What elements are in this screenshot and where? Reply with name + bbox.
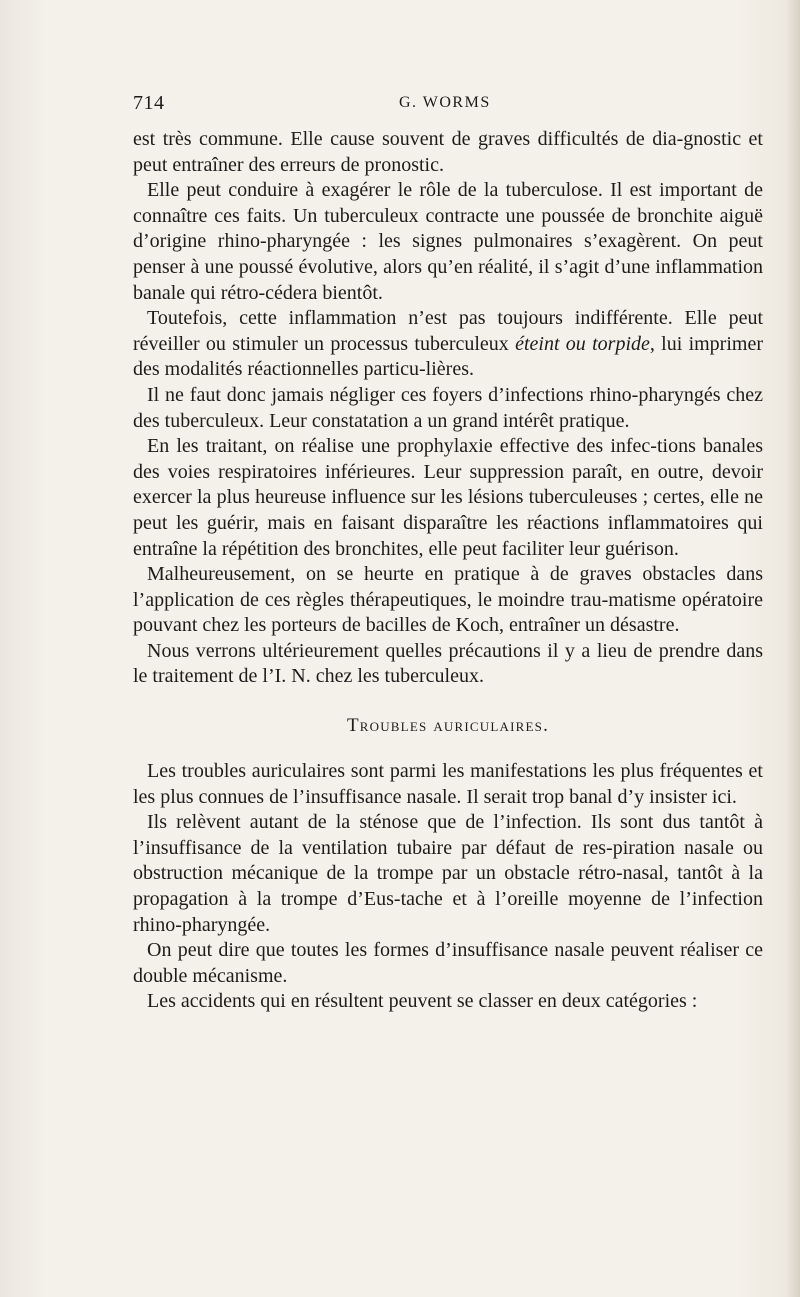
paragraph-3-text-end: , lui imprimer des modalités réactionnelles particu-lières. bbox=[133, 332, 763, 381]
body-text bbox=[133, 127, 763, 1015]
paragraph-5: En les traitant, on réalise une prophylaxie effective des infec-tions banales des voies respiratoires inférieures. Leur suppression paraît, en outre, devoir exercer la plus heureuse influence sur les lésions tuberculeuses ; certes, elle ne peut les guérir, mais en faisant disparaître les réactions inflammatoires qui entraîne la répétition des bronchites, elle peut faciliter leur guérison. bbox=[133, 435, 763, 560]
page-header bbox=[133, 92, 763, 118]
paragraph-6: Malheureusement, on se heurte en pratique à de graves obstacles dans l’application de ces règles thérapeutiques, le moindre trau-matisme opératoire pouvant chez les porteurs de bacilles de Koch, entraîner un désastre. bbox=[133, 563, 763, 637]
paragraph-3-italic: éteint ou torpide bbox=[515, 332, 650, 355]
paragraph-7: Nous verrons ultérieurement quelles précautions il y a lieu de prendre dans le traitement de l’I. N. chez les tuberculeux. bbox=[133, 639, 763, 688]
paragraph-11: Les accidents qui en résultent peuvent se classer en deux catégories : bbox=[147, 990, 698, 1013]
running-head: G. WORMS bbox=[399, 94, 491, 111]
section-title bbox=[133, 714, 763, 738]
paragraph-4: Il ne faut donc jamais négliger ces foyers d’infections rhino-pharyngés chez des tuberculeux. Leur constatation a un grand intérêt pratique. bbox=[133, 383, 763, 432]
paragraph-9: Ils relèvent autant de la sténose que de l’infection. Ils sont dus tantôt à l’insuffisance de la ventilation tubaire par défaut de res-piration nasale ou obstruction mécanique de la trompe par un obstacle rétro-nasal, tantôt à la propagation à la trompe d’Eus-tache et à l’oreille moyenne de l’infection rhino-pharyngée. bbox=[133, 811, 763, 936]
paragraph-1: est très commune. Elle cause souvent de graves difficultés de dia-gnostic et peut entraîner des erreurs de pronostic. bbox=[133, 128, 763, 176]
section-title-text: Troubles auriculaires. bbox=[346, 715, 550, 737]
page-number: 714 bbox=[133, 92, 165, 114]
paragraph-3-text-start: Toutefois, cette inflammation n’est pas toujours indifférente. Elle peut réveiller ou stimuler un processus tuberculeux bbox=[133, 307, 763, 355]
paragraph-3 bbox=[133, 306, 763, 383]
page-edge-shadow bbox=[786, 0, 800, 1297]
paragraph-2: Elle peut conduire à exagérer le rôle de la tuberculose. Il est important de connaître ces faits. Un tuberculeux contracte une poussée de bronchite aiguë d’origine rhino-pharyngée : les signes pulmonaires s’exagèrent. On peut penser à une poussé évolutive, alors qu’en réalité, il s’agit d’une inflammation banale qui rétro-cédera bientôt. bbox=[133, 179, 763, 304]
paragraph-8: Les troubles auriculaires sont parmi les manifestations les plus fréquentes et les plus connues de l’insuffisance nasale. Il serait trop banal d’y insister ici. bbox=[133, 760, 763, 808]
paragraph-10: On peut dire que toutes les formes d’insuffisance nasale peuvent réaliser ce double mécanisme. bbox=[133, 939, 763, 987]
